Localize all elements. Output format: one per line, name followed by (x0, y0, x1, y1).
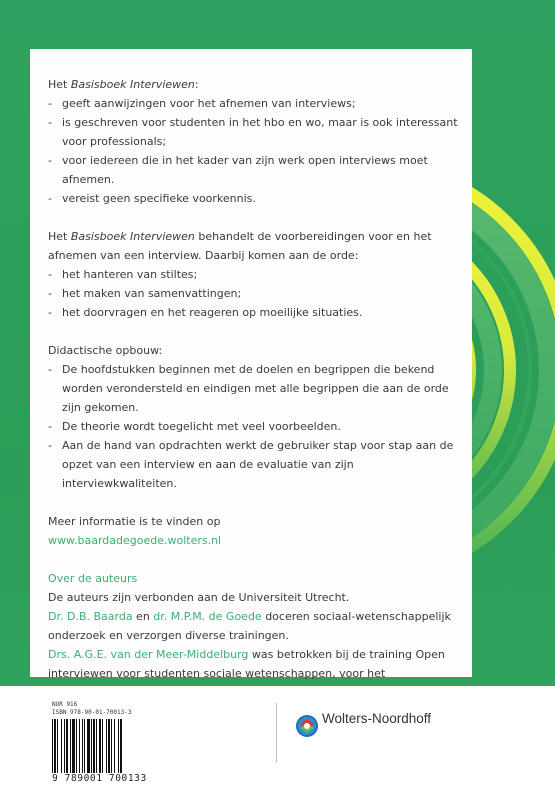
barcode-bar (82, 719, 83, 773)
author-name-degoede: dr. M.P.M. de Goede (153, 610, 262, 623)
barcode-bar (87, 719, 90, 773)
list-item: - is geschreven voor studenten in het hbo en wo, maar is ook interessant voor professionals; (48, 113, 468, 151)
list-item: - vereist geen specifieke voorkennis. (48, 189, 468, 208)
barcode-bar (106, 719, 107, 773)
authors-heading: Over de auteurs (48, 572, 138, 585)
barcode-image (52, 719, 138, 773)
barcode-number: 9 789001 700133 (52, 773, 147, 784)
barcode-bar (72, 719, 75, 773)
publisher-name: Wolters-Noordhoff (322, 711, 432, 726)
barcode-bar (64, 719, 65, 773)
wolters-noordhoff-logo-icon (295, 714, 319, 738)
author-name-meer: Drs. A.G.E. van der Meer-Middelburg (48, 648, 249, 661)
list-item: - het hanteren van stiltes; (48, 265, 468, 284)
barcode-bar (96, 719, 97, 773)
barcode-bar (111, 719, 112, 773)
list-item: - het doorvragen en het reageren op moeilijke situaties. (48, 303, 468, 322)
back-cover-text (48, 75, 468, 702)
section2-text: Het Basisboek Interviewen behandelt de voorbereidingen voor en het afnemen van een interview. Daarbij komen aan de orde: (48, 230, 432, 262)
authors-line2: Dr. D.B. Baarda en dr. M.P.M. de Goede doceren sociaal-wetenschappelijk onderzoek en verzorgen diverse trainingen. (48, 610, 451, 642)
barcode-bar (57, 719, 58, 773)
barcode-bar (91, 719, 92, 773)
isbn-code: ISBN 978-90-01-70013-3 (52, 709, 132, 716)
barcode-bar (120, 719, 122, 773)
list-item: - voor iedereen die in het kader van zijn werk open interviews moet afnemen. (48, 151, 468, 189)
barcode-bar (93, 719, 95, 773)
barcode-bar (118, 719, 119, 773)
website-link[interactable]: www.baardadegoede.wolters.nl (48, 534, 222, 547)
list-item: - geeft aanwijzingen voor het afnemen van interviews; (48, 94, 468, 113)
authors-line1: De auteurs zijn verbonden aan de Universiteit Utrecht. (48, 591, 350, 604)
nur-code: NUR 916 (52, 701, 78, 708)
barcode-bar (54, 719, 56, 773)
authors-line3: Drs. A.G.E. van der Meer-Middelburg was betrokken bij de training Open interviewen voor studenten sociale wetenschappen, voor het (48, 648, 445, 680)
list-item: - Aan de hand van opdrachten werkt de gebruiker stap voor stap aan de opzet van een interview en aan de evaluatie van zijn interviewkwaliteiten. (48, 436, 468, 493)
barcode-bar (76, 719, 77, 773)
barcode-bar (61, 719, 62, 773)
barcode-bar (79, 719, 80, 773)
author-name-baarda: Dr. D.B. Baarda (48, 610, 133, 623)
barcode-bar (70, 719, 71, 773)
list-item: - De hoofdstukken beginnen met de doelen en begrippen die bekend worden verondersteld en eindigen met alle begrippen die aan de orde zijn gekomen. (48, 360, 468, 417)
barcode-bar (84, 719, 85, 773)
barcode-bar (66, 719, 68, 773)
section3-heading: Didactische opbouw: (48, 344, 163, 357)
list-item: - het maken van samenvattingen; (48, 284, 468, 303)
list-item: - De theorie wordt toegelicht met veel voorbeelden. (48, 417, 468, 436)
barcode-bar (114, 719, 115, 773)
divider-line (276, 703, 277, 763)
barcode-bar (99, 719, 101, 773)
barcode-bar (108, 719, 110, 773)
barcode-bar (102, 719, 103, 773)
intro-title: Het Basisboek Interviewen: (48, 78, 199, 91)
barcode-bar (52, 719, 53, 773)
more-info-text: Meer informatie is te vinden op (48, 515, 221, 528)
barcode-header (52, 701, 131, 717)
